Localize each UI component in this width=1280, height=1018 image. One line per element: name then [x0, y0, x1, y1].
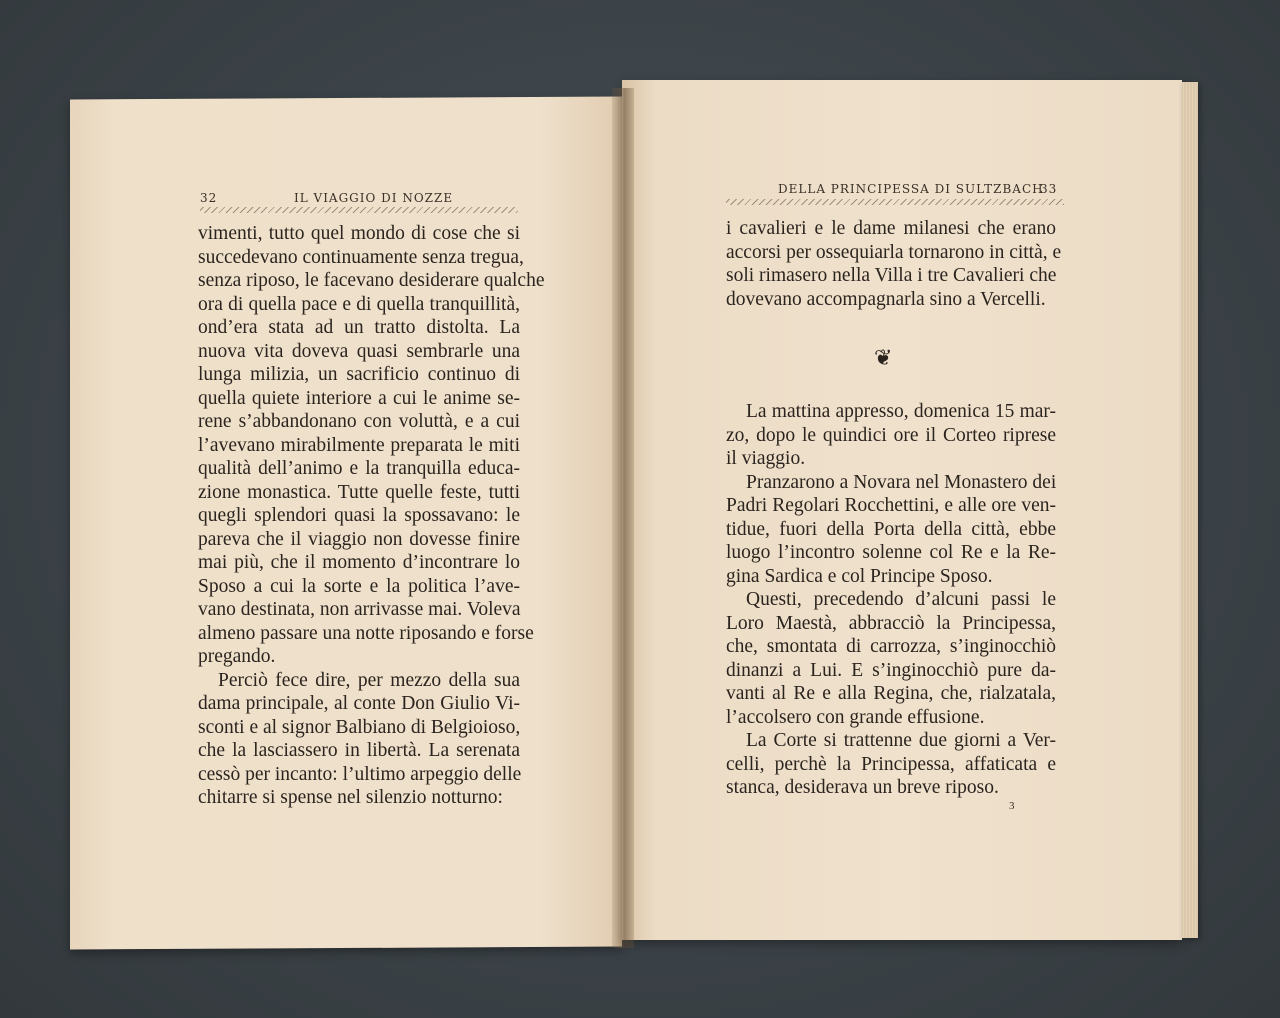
text-line: senza riposo, le facevano desiderare qualche: [198, 270, 545, 291]
text-line: mai più, che il momento d’incontrare lo: [198, 552, 520, 573]
text-line: rene s’abbandonano con voluttà, e a cui: [198, 411, 520, 432]
text-line: cessò per incanto: l’ultimo arpeggio delle: [198, 763, 522, 785]
text-line: l’accolsero con grande effusione.: [726, 706, 985, 728]
text-line: ond’era stata ad un tratto distolta. La: [198, 317, 520, 338]
right-page-number: 33: [1040, 182, 1058, 196]
text-line: soli rimasero nella Villa i tre Cavalieri che: [726, 265, 1057, 286]
text-line: i cavalieri e le dame milanesi che erano: [726, 218, 1056, 239]
text-line: pareva che il viaggio non dovesse finire: [198, 528, 520, 550]
text-line: quegli splendori quasi la spossavano: le: [198, 505, 520, 526]
text-line: almeno passare una notte riposando e forse: [198, 622, 534, 644]
text-line: zo, dopo le quindici ore il Corteo riprese: [726, 424, 1056, 446]
text-line: ora di quella pace e di quella tranquillità,: [198, 293, 520, 315]
text-line: sconti e al signor Balbiano di Belgioioso,: [198, 716, 521, 738]
text-line: vano destinata, non arrivasse mai. Voleva: [198, 599, 521, 620]
text-line: La Corte si trattenne due giorni a Ver-: [746, 730, 1056, 751]
left-page-number: 32: [200, 191, 218, 205]
text-line: Pranzarono a Novara nel Monastero dei: [746, 471, 1057, 493]
text-line: La mattina appresso, domenica 15 mar-: [746, 401, 1056, 422]
text-line: nuova vita doveva quasi sembrarle una: [198, 340, 520, 362]
left-running-title: IL VIAGGIO DI NOZZE: [294, 191, 454, 205]
text-line: Questi, precedendo d’alcuni passi le: [746, 589, 1056, 610]
text-line: l’avevano mirabilmente preparata le miti: [198, 434, 520, 456]
text-line: zione monastica. Tutte quelle feste, tutti: [198, 481, 520, 503]
text-line: dinanzi a Lui. E s’inginocchiò pure da-: [726, 659, 1056, 681]
text-line: quella quiete interiore a cui le anime se-: [198, 387, 520, 409]
text-line: pregando.: [198, 646, 276, 667]
text-line: Loro Maestà, abbracciò la Principessa,: [726, 612, 1056, 634]
text-line: tidue, fuori della Porta della città, ebbe: [726, 518, 1056, 540]
text-line: Sposo a cui la sorte e la politica l’ave-: [198, 575, 520, 597]
right-head-rule: [726, 199, 1064, 205]
text-line: celli, perchè la Principessa, affaticata e: [726, 753, 1056, 775]
text-line: Perciò fece dire, per mezzo della sua: [218, 669, 520, 691]
right-running-title: DELLA PRINCIPESSA DI SULTZBACH: [778, 182, 1044, 196]
text-line: dovevano accompagnarla sino a Vercelli.: [726, 288, 1046, 310]
text-line: che, smontata di carrozza, s’inginocchiò: [726, 636, 1056, 657]
text-line: vanti al Re e alla Regina, che, rialzatala,: [726, 683, 1056, 704]
left-page-text: [198, 222, 545, 810]
section-ornament: ❦: [874, 346, 893, 371]
right-page-bottom-text: [726, 400, 1056, 800]
book-gutter: [612, 88, 634, 948]
text-line: succedevano continuamente senza tregua,: [198, 246, 524, 268]
text-line: accorsi per ossequiarla tornarono in città, e: [726, 241, 1062, 263]
left-head-rule: [200, 207, 518, 213]
text-line: lunga milizia, un sacrificio continuo di: [198, 364, 520, 385]
text-line: Padri Regolari Rocchettini, e alle ore ven-: [726, 495, 1056, 516]
text-line: gina Sardica e col Principe Sposo.: [726, 565, 993, 587]
page-edges: [1182, 82, 1198, 938]
right-page-top-text: [726, 217, 1062, 311]
text-line: il viaggio.: [726, 448, 806, 469]
text-line: vimenti, tutto quel mondo di cose che si: [198, 223, 520, 244]
text-line: che la lasciassero in libertà. La serenata: [198, 740, 520, 761]
signature-mark: 3: [1009, 800, 1015, 812]
text-line: luogo l’incontro solenne col Re e la Re-: [726, 542, 1056, 563]
text-line: qualità dell’animo e la tranquilla educa-: [198, 458, 520, 479]
text-line: dama principale, al conte Don Giulio Vi-: [198, 693, 520, 714]
text-line: stanca, desiderava un breve riposo.: [726, 777, 999, 798]
text-line: chitarre si spense nel silenzio notturno:: [198, 787, 503, 808]
